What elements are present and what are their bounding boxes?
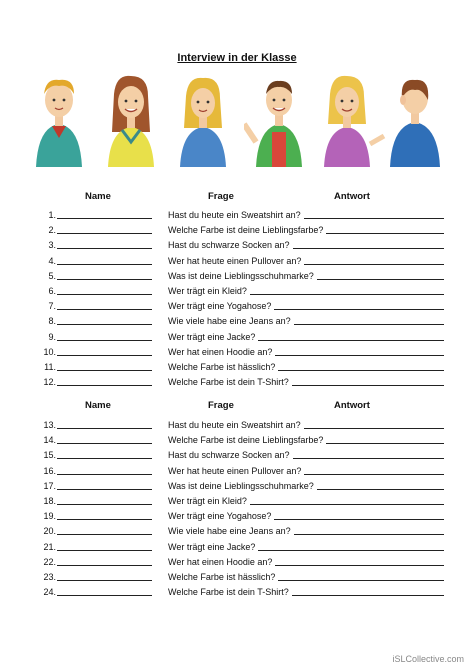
row-number: 23. — [43, 572, 56, 582]
question-row — [0, 585, 474, 599]
answer-blank[interactable] — [274, 519, 444, 520]
question-text: Welche Farbe ist deine Lieblingsfarbe? — [168, 225, 324, 236]
question-text: Hast du heute ein Sweatshirt an? — [168, 210, 301, 220]
question-row — [0, 254, 474, 268]
question-row — [0, 375, 474, 389]
name-blank[interactable] — [57, 248, 152, 249]
question-text: Wer trägt ein Kleid? — [168, 496, 247, 506]
answer-blank[interactable] — [304, 218, 444, 219]
answer-blank[interactable] — [326, 233, 444, 234]
question-row — [0, 509, 474, 523]
row-number: 11. — [44, 362, 56, 372]
answer-blank[interactable] — [275, 565, 444, 566]
question-row — [0, 433, 474, 447]
name-blank[interactable] — [57, 428, 152, 429]
footer-watermark: iSLCollective.com — [392, 654, 464, 664]
name-blank[interactable] — [57, 550, 152, 551]
child-figure-4 — [244, 72, 314, 167]
answer-blank[interactable] — [304, 264, 444, 265]
question-row — [0, 208, 474, 222]
question-text: Wer hat heute einen Pullover an? — [168, 255, 302, 266]
answer-blank[interactable] — [294, 534, 444, 535]
answer-blank[interactable] — [304, 474, 444, 475]
child-figure-6 — [384, 72, 446, 167]
row-number: 2. — [48, 225, 56, 236]
name-blank[interactable] — [57, 324, 152, 325]
name-blank[interactable] — [57, 218, 152, 219]
header-name: Name — [85, 191, 111, 202]
question-text: Welche Farbe ist dein T-Shirt? — [168, 587, 289, 598]
header-frage: Frage — [208, 191, 234, 202]
child-figure-5 — [316, 72, 386, 167]
question-row — [0, 524, 474, 538]
name-blank[interactable] — [57, 309, 152, 310]
row-number: 21. — [43, 541, 56, 552]
name-blank[interactable] — [57, 580, 152, 581]
name-blank[interactable] — [57, 474, 152, 475]
name-blank[interactable] — [57, 279, 152, 280]
row-number: 24. — [43, 587, 56, 598]
question-text: Wer trägt eine Yogahose? — [168, 301, 272, 312]
answer-blank[interactable] — [258, 340, 444, 341]
row-number: 10. — [43, 346, 56, 357]
row-number: 14. — [43, 435, 56, 446]
child-figure-2 — [100, 72, 162, 167]
name-blank[interactable] — [57, 233, 152, 234]
answer-blank[interactable] — [250, 504, 444, 505]
header-antwort: Antwort — [334, 191, 370, 202]
question-text: Wer trägt eine Yogahose? — [168, 511, 272, 522]
question-row — [0, 360, 474, 374]
question-row — [0, 299, 474, 313]
question-row — [0, 448, 474, 462]
answer-blank[interactable] — [250, 294, 444, 295]
row-number: 13. — [43, 420, 56, 430]
page-title: Interview in der Klasse — [177, 52, 297, 64]
question-row — [0, 314, 474, 328]
answer-blank[interactable] — [304, 428, 444, 429]
question-row — [0, 223, 474, 237]
question-text: Welche Farbe ist hässlich? — [168, 572, 276, 582]
name-blank[interactable] — [57, 294, 152, 295]
question-text: Wer trägt eine Jacke? — [168, 331, 256, 342]
question-text: Wer hat einen Hoodie an? — [168, 556, 273, 567]
row-number: 16. — [43, 465, 56, 476]
child-figure-3 — [172, 72, 234, 167]
answer-blank[interactable] — [326, 443, 444, 444]
row-number: 18. — [43, 496, 56, 506]
question-text: Was ist deine Lieblingsschuhmarke? — [168, 480, 314, 491]
row-number: 7. — [48, 301, 56, 312]
row-number: 20. — [43, 526, 56, 537]
question-text: Wie viele habe eine Jeans an? — [168, 526, 291, 537]
question-text: Wer hat einen Hoodie an? — [168, 346, 273, 357]
name-blank[interactable] — [57, 595, 152, 596]
question-text: Welche Farbe ist dein T-Shirt? — [168, 377, 289, 388]
row-number: 17. — [43, 480, 56, 491]
answer-blank[interactable] — [275, 355, 444, 356]
question-text: Wie viele habe eine Jeans an? — [168, 316, 291, 327]
question-text: Welche Farbe ist deine Lieblingsfarbe? — [168, 435, 324, 446]
question-row — [0, 269, 474, 283]
question-row — [0, 570, 474, 584]
row-number: 1. — [48, 210, 56, 220]
name-blank[interactable] — [57, 458, 152, 459]
question-row — [0, 494, 474, 508]
row-number: 19. — [43, 511, 56, 522]
row-number: 8. — [48, 316, 56, 327]
answer-blank[interactable] — [278, 370, 444, 371]
header-frage-2: Frage — [208, 400, 234, 411]
name-blank[interactable] — [57, 534, 152, 535]
row-number: 4. — [48, 255, 56, 266]
answer-blank[interactable] — [293, 458, 444, 459]
question-text: Was ist deine Lieblingsschuhmarke? — [168, 270, 314, 281]
question-text: Hast du heute ein Sweatshirt an? — [168, 420, 301, 430]
question-row — [0, 418, 474, 432]
question-row — [0, 284, 474, 298]
question-row — [0, 540, 474, 554]
name-blank[interactable] — [57, 504, 152, 505]
row-number: 15. — [43, 450, 56, 461]
question-row — [0, 555, 474, 569]
name-blank[interactable] — [57, 370, 152, 371]
answer-blank[interactable] — [258, 550, 444, 551]
child-figure-1 — [28, 72, 90, 167]
name-blank[interactable] — [57, 340, 152, 341]
answer-blank[interactable] — [317, 489, 444, 490]
header-antwort-2: Antwort — [334, 400, 370, 411]
question-text: Wer trägt ein Kleid? — [168, 286, 247, 296]
answer-blank[interactable] — [278, 580, 444, 581]
question-row — [0, 345, 474, 359]
question-text: Hast du schwarze Socken an? — [168, 450, 290, 461]
question-text: Welche Farbe ist hässlich? — [168, 362, 276, 372]
name-blank[interactable] — [57, 443, 152, 444]
name-blank[interactable] — [57, 355, 152, 356]
question-row — [0, 464, 474, 478]
answer-blank[interactable] — [293, 248, 444, 249]
question-row — [0, 238, 474, 252]
row-number: 3. — [48, 240, 56, 251]
question-text: Wer trägt eine Jacke? — [168, 541, 256, 552]
name-blank[interactable] — [57, 519, 152, 520]
question-text: Hast du schwarze Socken an? — [168, 240, 290, 251]
name-blank[interactable] — [57, 385, 152, 386]
name-blank[interactable] — [57, 489, 152, 490]
answer-blank[interactable] — [317, 279, 444, 280]
answer-blank[interactable] — [292, 385, 444, 386]
row-number: 9. — [48, 331, 56, 342]
row-number: 6. — [48, 286, 56, 296]
answer-blank[interactable] — [292, 595, 444, 596]
question-row — [0, 479, 474, 493]
question-text: Wer hat heute einen Pullover an? — [168, 465, 302, 476]
row-number: 5. — [48, 270, 56, 281]
children-illustration — [28, 72, 448, 167]
question-row — [0, 330, 474, 344]
name-blank[interactable] — [57, 565, 152, 566]
name-blank[interactable] — [57, 264, 152, 265]
row-number: 22. — [43, 556, 56, 567]
answer-blank[interactable] — [274, 309, 444, 310]
row-number: 12. — [43, 377, 56, 388]
header-name-2: Name — [85, 400, 111, 411]
answer-blank[interactable] — [294, 324, 444, 325]
